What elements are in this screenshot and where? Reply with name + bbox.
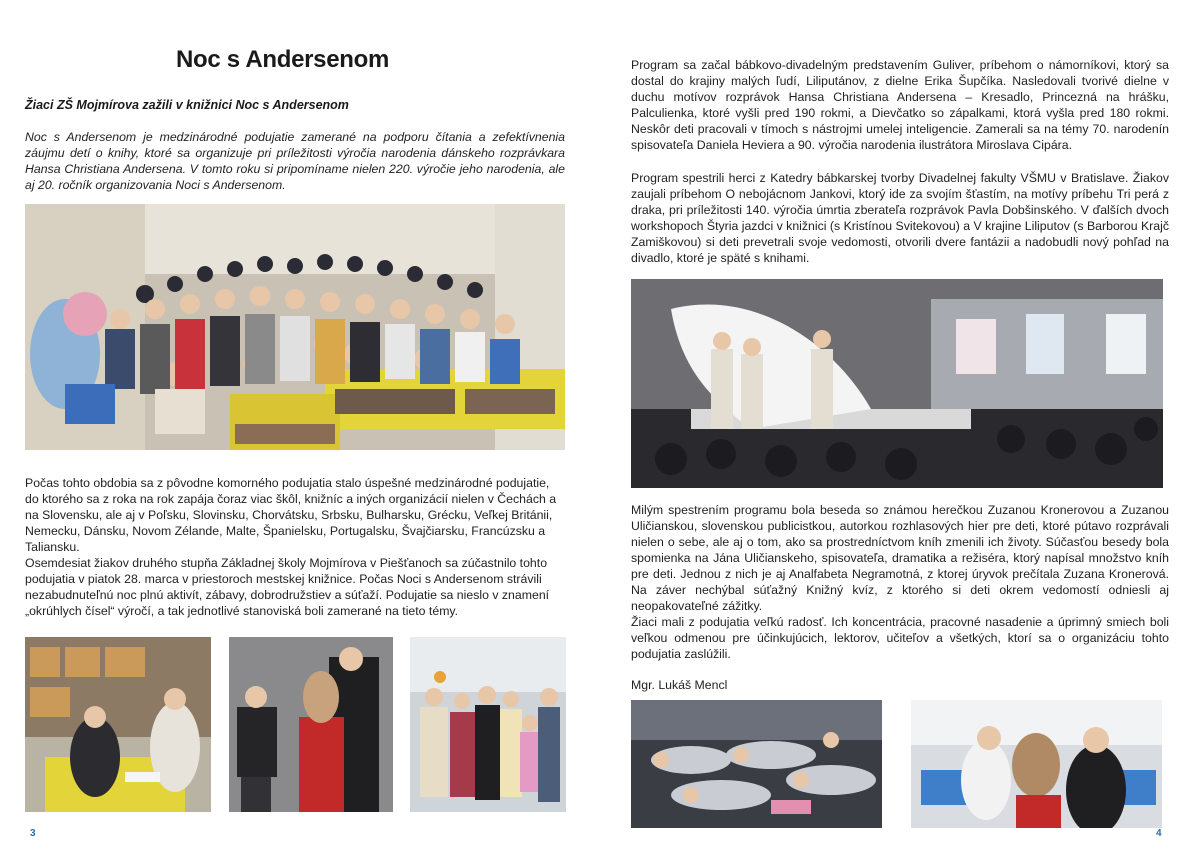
page-number-left: 3 [30,828,36,839]
photo-writing-children [25,637,211,812]
photo-puppet-actor [229,637,393,812]
photo-theatre-performance [631,279,1163,488]
paragraph-participants: Počas tohto obdobia sa z pôvodne komorného podujatia stalo úspešné medzinárodné podujatie, do ktorého sa z roka na rok zapája čoraz viac škôl, knižníc a iných organizácií nielen v Čechách a na Slovensku, ale aj v Poľsku, Slovinsku, Chorvátsku, Srbsku, Bulharsku, Grécku, Veľkej Británii, Nemecku, Dánsku, Novom Zélande, Malte, Španielsku, Portugalsku, Švajčiarsku, Francúzsku a Taliansku. [25,476,557,554]
intro-paragraph: Noc s Andersenom je medzinárodné podujatie zamerané na podporu čítania a zefektívnenia záujmu detí o knihy, ktoré sa organizuje pri príležitosti výročia narodenia dánskeho rozprávkara Hansa Christiana Andersena. V tomto roku si pripomíname nielen 220. výročie jeho narodenia, ale aj 20. ročník organizovania Noci s Andersenom. [25,130,565,192]
photo-guests-group [410,637,566,812]
paragraph-event: Osemdesiat žiakov druhého stupňa Základnej školy Mojmírova v Piešťanoch sa zúčastnilo tohto podujatia v piatok 28. marca v priestoroch mestskej knižnice. Počas Noci s Andersenom strávili nezabudnuteľnú noc plnú aktivít, zábavy, dobrodružstiev a súťaží. Podujatie sa nieslo v znamení „okrúhlych čísel“ výročí, a tak jednotlivé stanoviská boli zamerané na tieto témy. [25,556,550,618]
article-title: Noc s Andersenom [175,46,390,73]
photo-children-lying [631,700,882,828]
page-number-right: 4 [1156,828,1162,839]
paragraph-conclusion: Žiaci mali z podujatia veľkú radosť. Ich koncentrácia, pracovné nasadenie a úprimný smiech boli veľkou odmenou pre účinkujúcich, lektorov, učiteľov a všetkých, ktorí sa o organizáciu tohto podujatia zaslúžili. [631,615,1169,661]
article-subtitle: Žiaci ZŠ Mojmírova zažili v knižnici Noc s Andersenom [25,98,349,112]
photo-puppet-girls [911,700,1162,828]
paragraph-actors: Program spestrili herci z Katedry bábkarskej tvorby Divadelnej fakulty VŠMU v Bratislave. Žiakov zaujali príbehom O nebojácnom Jankovi, ktorý ide za svojím šťastím, na motívy príbehu Tri perá z draka, pri príležitosti 140. výročia úmrtia zberateľa rozprávok Pavla Dobšinského. V ďalších dvoch workshopoch Štyria jazdci v knižnici (s Kristínou Svitekovou) a V krajine Liliputov (s Barborou Krajč Zamiškovou) si deti prevetrali svoje vedomosti, otvorili dvere fantázii a nadobudli nový pohľad na divadlo, ktoré je späté s knihami. [631,171,1169,265]
paragraph-program: Program sa začal bábkovo-divadelným predstavením Guliver, príbehom o námorníkovi, ktorý sa dostal do krajiny malých ľudí, Liliputánov, z dielne Erika Šupčíka. Nasledovali tvorivé dielne v duchu motívov rozprávok Hansa Christiana Andersena – Kresadlo, Princezná na hrášku, Palculienka, ktoré vyšli pred 190 rokmi, a Dievčatko so zápalkami, ktorá vyšla pred 180 rokmi. Neskôr deti pracovali v tímoch s nástrojmi umelej inteligencie. Zamerali sa na témy 70. narodenín spisovateľa Daniela Heviera a 90. výročia narodenia ilustrátora Miroslava Cipára. [631,58,1169,152]
right-page [600,0,1200,849]
group-photo [25,204,565,450]
author-name: Mgr. Lukáš Mencl [631,678,728,692]
paragraph-discussion: Milým spestrením programu bola beseda so známou herečkou Zuzanou Kronerovou a Zuzanou Uličianskou, slovenskou publicistkou, autorkou rozhlasových hier pre deti, ktoré pútavo rozprávali nielen o sebe, ale aj o tom, ako sa prostredníctvom kníh zmenili ich životy. Súčasťou besedy bola spomienka na Jána Uličianskeho, spisovateľa, dramatika a režiséra, ktorý napísal množstvo kníh pre deti. Jednou z nich je aj Analfabeta Negramotná, z ktorej úryvok prečítala Zuzana Kronerová. Na záver nechýbal súťažný Knižný kvíz, z ktorého si deti okrem vedomostí odniesli aj neopakovateľné zážitky. [631,503,1169,613]
